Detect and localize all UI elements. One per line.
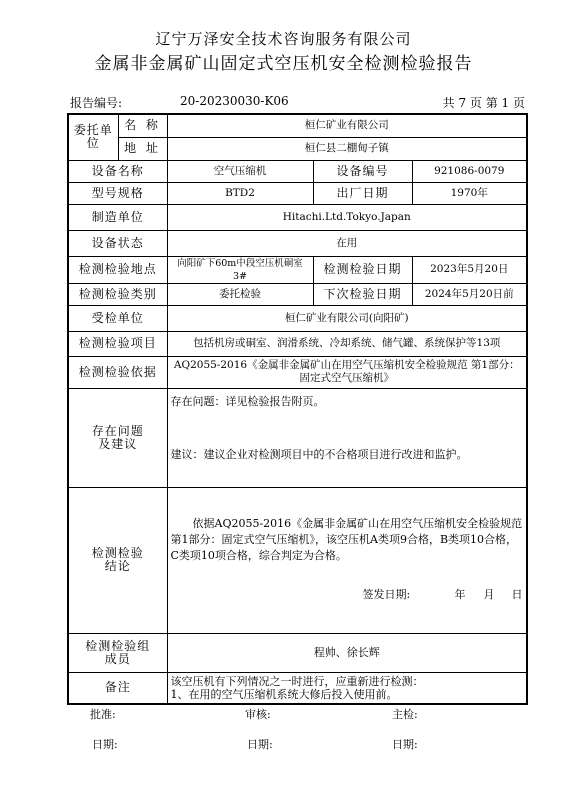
model-value: BTD2: [167, 182, 313, 204]
issues-label-line1: 存在问题: [91, 423, 144, 438]
conclusion-label: [68, 487, 167, 633]
issues-suggestion: 建议：建议企业对检测项目中的不合格项目进行改进和监护。: [170, 447, 468, 461]
issues-content: [167, 388, 527, 487]
factory-date-label: 出厂日期: [313, 182, 412, 204]
issues-label-line2: 及建议: [98, 436, 138, 451]
conclusion-label-line2: 结论: [104, 559, 131, 573]
sign-date-row: [171, 588, 524, 608]
company-name: 辽宁万泽安全技术咨询服务有限公司: [155, 30, 412, 48]
team-label: [68, 633, 167, 672]
review-date-label: 日期:: [247, 738, 273, 751]
report-title: 金属非金属矿山固定式空压机安全检测检验报告: [94, 54, 473, 74]
inspect-label: 主检:: [392, 708, 418, 721]
client-addr-value: 桓仁县二棚甸子镇: [167, 137, 527, 160]
equip-no-label: 设备编号: [313, 160, 412, 182]
page-info: 共 7 页 第 1 页: [442, 96, 525, 110]
maker-label: 制造单位: [68, 204, 167, 230]
factory-date-value: 1970年: [412, 182, 527, 204]
model-label: 型号规格: [68, 182, 167, 204]
equip-name-value: 空气压缩机: [167, 160, 313, 182]
team-label-line2: 成员: [104, 651, 131, 666]
remarks-content: [167, 672, 527, 704]
client-label: 委托单位: [68, 114, 118, 160]
remarks-line1: 该空压机有下列情况之一时进行，应重新进行检测：: [170, 674, 424, 688]
remarks-line2: 1、在用的空气压缩机系统大修后投入使用前。: [170, 687, 398, 701]
basis-label: 检测检验依据: [68, 356, 167, 388]
next-date-label: 下次检验日期: [313, 283, 412, 305]
type-label: 检测检验类别: [68, 283, 167, 305]
review-label: 审核:: [245, 708, 271, 721]
sign-day: 日: [511, 587, 523, 601]
client-addr-label: 地 址: [118, 137, 167, 160]
type-value: 委托检验: [167, 283, 313, 305]
equip-name-label: 设备名称: [68, 160, 167, 182]
unit-label: 受检单位: [68, 305, 167, 331]
sign-year: 年: [454, 587, 466, 601]
team-label-line1: 检测检验组: [85, 638, 151, 653]
report-table: [67, 113, 528, 705]
inspect-date-label: 检测检验日期: [313, 256, 412, 283]
approve-date-label: 日期:: [92, 738, 118, 751]
unit-value: 桓仁矿业有限公司(向阳矿): [167, 305, 527, 331]
basis-value: AQ2055-2016《金属非金属矿山在用空气压缩机安全检验规范 第1部分：固定式空气压缩机》: [167, 356, 527, 388]
place-label: 检测检验地点: [68, 256, 167, 283]
issues-label: [68, 388, 167, 487]
issues-problem: 存在问题：详见检验报告附页。: [170, 394, 325, 408]
approve-label: 批准:: [90, 708, 116, 721]
report-no: 20-20230030-K06: [180, 94, 289, 108]
client-name-label: 名 称: [118, 114, 167, 137]
conclusion-content: [167, 487, 527, 633]
maker-value: Hitachi.Ltd.Tokyo.Japan: [167, 204, 527, 230]
inspect-date-value: 2023年5月20日: [412, 256, 527, 283]
team-value: 程帅、徐长辉: [167, 633, 527, 672]
conclusion-label-line1: 检测检验: [91, 546, 144, 560]
place-value: 向阳矿下60m中段空压机硐室3#: [167, 256, 313, 283]
client-name-value: 桓仁矿业有限公司: [167, 114, 527, 137]
conclusion-text: 依据AQ2055-2016《金属非金属矿山在用空气压缩机安全检验规范第1部分：固定式空气压缩机》，该空压机A类项9合格，B类项10合格，C类项10项合格，综合判定为合格。: [170, 516, 523, 562]
remarks-label: 备注: [68, 672, 167, 704]
equip-no-value: 921086-0079: [412, 160, 527, 182]
items-label: 检测检验项目: [68, 331, 167, 356]
sign-month: 月: [483, 587, 495, 601]
inspect-date-sign-label: 日期:: [392, 738, 418, 751]
status-label: 设备状态: [68, 230, 167, 256]
sign-date-label: 签发日期:: [362, 587, 411, 601]
report-no-label: 报告编号:: [70, 96, 123, 110]
next-date-value: 2024年5月20日前: [412, 283, 527, 305]
items-value: 包括机房或硐室、润滑系统、冷却系统、储气罐、系统保护等13项: [167, 331, 527, 356]
status-value: 在用: [167, 230, 527, 256]
